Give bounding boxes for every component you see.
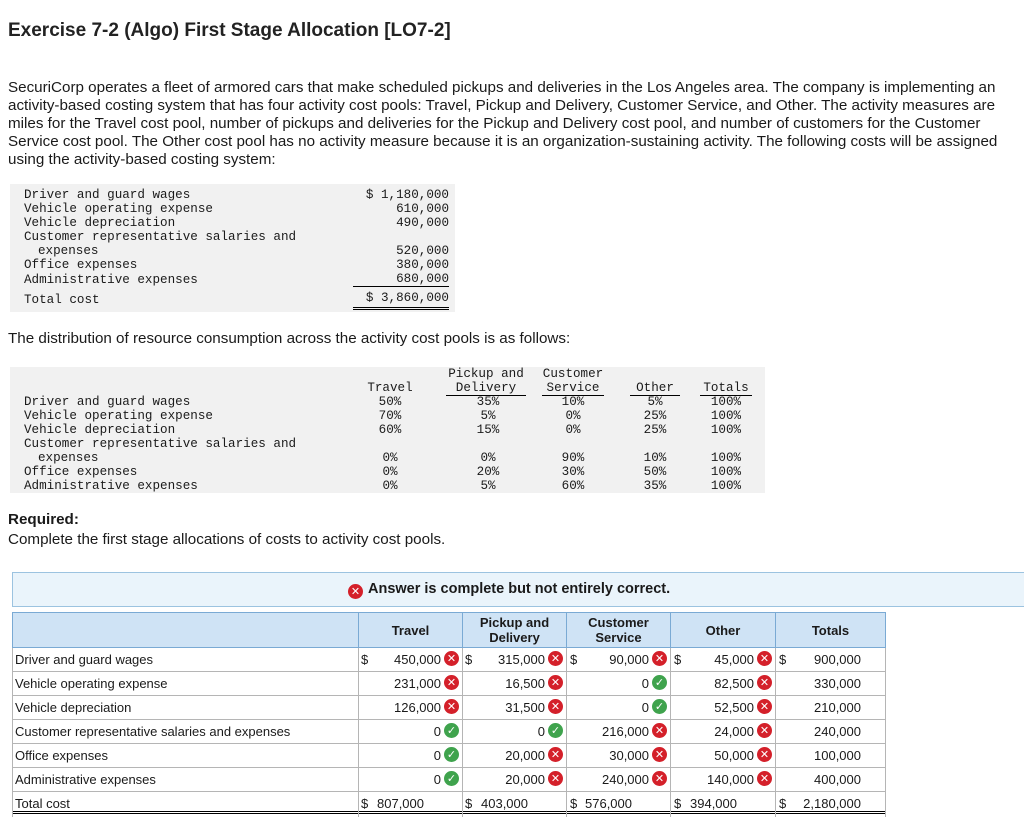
intro-paragraph: SecuriCorp operates a fleet of armored cars that make scheduled pickups and deliveries in the Los Angeles area. The company is implementing an activity-based costing system that has four activity cost pools: Travel, Pickup and Delivery, Customer Service, and Other. The activity measures are miles for the Travel cost pool, number of pickups and deliveries for the Pickup and Delivery cost pool, and number of customers for the Customer Service cost pool. The Other cost pool has no activity measure because it is an organization-sustaining activity. The following costs will be assigned using the activity-based costing system: — [8, 79, 998, 168]
dist-cell: 0% — [382, 465, 398, 479]
dist-cell: 5% — [480, 409, 496, 423]
dist-cell: 100% — [710, 395, 742, 409]
dist-cell: 10% — [561, 395, 585, 409]
answer-input-totals: 100,000 — [814, 748, 861, 763]
dist-row-label: Vehicle depreciation — [24, 423, 176, 437]
incorrect-icon: ✕ — [652, 651, 667, 666]
answer-row-label: Administrative expenses — [15, 772, 156, 787]
incorrect-icon: ✕ — [548, 699, 563, 714]
answer-input-pickup[interactable]: 16,500 — [505, 676, 545, 691]
dist-cell: 60% — [378, 423, 402, 437]
dist-header-totals: Totals — [700, 381, 752, 396]
incorrect-icon: ✕ — [444, 699, 459, 714]
incorrect-icon: ✕ — [757, 747, 772, 762]
cost-value: $ 1,180,000 — [365, 188, 449, 202]
table-border — [566, 648, 567, 817]
cost-label-cont: expenses — [38, 244, 99, 258]
dist-row-label: Driver and guard wages — [24, 395, 191, 409]
table-border — [775, 648, 776, 817]
incorrect-icon: ✕ — [652, 723, 667, 738]
dollar-sign: $ — [570, 796, 578, 811]
answer-header-travel: Travel — [358, 612, 463, 648]
total-cost-label: Total cost — [24, 293, 100, 307]
cost-table — [10, 184, 455, 312]
dist-header-customer: Customer — [542, 367, 604, 381]
answer-input-other[interactable]: 24,000 — [714, 724, 754, 739]
correct-icon: ✓ — [652, 699, 667, 714]
answer-input-travel[interactable]: 126,000 — [394, 700, 441, 715]
distribution-table — [10, 367, 765, 493]
answer-row — [12, 720, 885, 744]
dist-cell: 100% — [710, 451, 742, 465]
answer-input-other[interactable]: 52,500 — [714, 700, 754, 715]
dist-cell: 35% — [643, 479, 667, 493]
answer-row — [12, 768, 885, 792]
answer-input-travel[interactable]: 450,000 — [394, 652, 441, 667]
incorrect-icon: ✕ — [548, 675, 563, 690]
dist-cell: 100% — [710, 465, 742, 479]
dist-cell: 0% — [565, 409, 581, 423]
dist-cell: 0% — [382, 479, 398, 493]
dist-row-label-cont: expenses — [38, 451, 99, 465]
dist-cell: 100% — [710, 409, 742, 423]
distribution-intro: The distribution of resource consumption across the activity cost pools is as follows: — [8, 330, 571, 347]
incorrect-icon: ✕ — [757, 675, 772, 690]
incorrect-icon: ✕ — [757, 651, 772, 666]
answer-input-totals: 330,000 — [814, 676, 861, 691]
dist-header-travel: Travel — [367, 381, 413, 395]
answer-total-label: Total cost — [15, 796, 70, 811]
answer-input-customer[interactable]: 0 — [641, 676, 649, 691]
answer-input-other[interactable]: 82,500 — [714, 676, 754, 691]
dist-header-other: Other — [630, 381, 680, 396]
cost-value: 520,000 — [396, 244, 449, 258]
dollar-sign: $ — [779, 652, 787, 667]
dist-cell: 30% — [561, 465, 585, 479]
answer-row-label: Customer representative salaries and expenses — [15, 724, 291, 739]
answer-header-pickup: Pickup and Delivery — [462, 612, 567, 648]
dist-cell: 90% — [561, 451, 585, 465]
incorrect-icon: ✕ — [757, 771, 772, 786]
dist-cell: 100% — [710, 479, 742, 493]
table-border — [12, 648, 13, 817]
dollar-sign: $ — [674, 652, 682, 667]
table-border — [358, 648, 359, 817]
incorrect-icon: ✕ — [548, 651, 563, 666]
answer-input-travel[interactable]: 0 — [433, 748, 441, 763]
answer-input-totals: 210,000 — [814, 700, 861, 715]
dollar-sign: $ — [570, 652, 578, 667]
cost-label: Vehicle operating expense — [24, 202, 213, 216]
dist-cell: 15% — [476, 423, 500, 437]
answer-input-totals: 400,000 — [814, 772, 861, 787]
dist-row-label: Vehicle operating expense — [24, 409, 213, 423]
answer-total-row — [12, 792, 885, 814]
dist-cell: 5% — [480, 479, 496, 493]
answer-header-other: Other — [670, 612, 776, 648]
correct-icon: ✓ — [444, 771, 459, 786]
page-title: Exercise 7-2 (Algo) First Stage Allocation [LO7-2] — [8, 20, 451, 41]
dist-cell: 50% — [378, 395, 402, 409]
answer-row — [12, 648, 885, 672]
answer-input-totals: 900,000 — [814, 652, 861, 667]
answer-total-travel: 807,000 — [377, 796, 424, 811]
dollar-sign: $ — [361, 652, 369, 667]
answer-input-customer[interactable]: 216,000 — [602, 724, 649, 739]
answer-input-customer[interactable]: 0 — [641, 700, 649, 715]
table-border — [670, 648, 671, 817]
answer-total-other: 394,000 — [690, 796, 737, 811]
cost-value: 490,000 — [396, 216, 449, 230]
answer-total-pickup: 403,000 — [481, 796, 528, 811]
result-banner-text — [350, 581, 671, 599]
dist-cell: 0% — [480, 451, 496, 465]
total-cost-value: $ 3,860,000 — [353, 291, 449, 310]
cost-label: Customer representative salaries and — [24, 230, 297, 244]
dist-row-label: Administrative expenses — [24, 479, 198, 493]
required-label: Required: — [8, 511, 79, 528]
answer-input-customer[interactable]: 30,000 — [609, 748, 649, 763]
incorrect-icon: ✕ — [652, 771, 667, 786]
answer-header-customer: Customer Service — [566, 612, 671, 648]
answer-input-travel[interactable]: 231,000 — [394, 676, 441, 691]
incorrect-icon: ✕ — [548, 747, 563, 762]
answer-total-customer: 576,000 — [585, 796, 632, 811]
dollar-sign: $ — [674, 796, 682, 811]
incorrect-icon: ✕ — [757, 699, 772, 714]
dollar-sign: $ — [465, 652, 473, 667]
dist-cell: 100% — [710, 423, 742, 437]
dollar-sign: $ — [361, 796, 369, 811]
answer-input-other[interactable]: 140,000 — [707, 772, 754, 787]
incorrect-icon: ✕ — [444, 675, 459, 690]
answer-input-pickup[interactable]: 0 — [537, 724, 545, 739]
answer-input-pickup[interactable]: 31,500 — [505, 700, 545, 715]
banner-message: Answer is complete but not entirely correct. — [368, 581, 671, 597]
required-text: Complete the first stage allocations of costs to activity cost pools. — [8, 531, 446, 548]
answer-input-customer[interactable]: 90,000 — [609, 652, 649, 667]
dist-cell: 25% — [643, 409, 667, 423]
incorrect-icon: ✕ — [548, 771, 563, 786]
answer-header-blank — [12, 612, 359, 648]
correct-icon: ✓ — [444, 747, 459, 762]
dist-cell: 0% — [565, 423, 581, 437]
answer-total-totals: 2,180,000 — [803, 796, 861, 811]
dollar-sign: $ — [465, 796, 473, 811]
dist-cell: 0% — [382, 451, 398, 465]
cost-label: Administrative expenses — [24, 273, 198, 287]
cost-value: 380,000 — [396, 258, 449, 272]
dist-row-label: Office expenses — [24, 465, 138, 479]
dist-cell: 60% — [561, 479, 585, 493]
dist-cell: 25% — [643, 423, 667, 437]
incorrect-icon: ✕ — [348, 584, 363, 599]
answer-input-other[interactable]: 45,000 — [714, 652, 754, 667]
dollar-sign: $ — [779, 796, 787, 811]
dist-cell: 10% — [643, 451, 667, 465]
answer-row — [12, 672, 885, 696]
answer-input-customer[interactable]: 240,000 — [602, 772, 649, 787]
cost-value: 610,000 — [396, 202, 449, 216]
answer-input-pickup[interactable]: 20,000 — [505, 748, 545, 763]
cost-label: Driver and guard wages — [24, 188, 191, 202]
answer-row — [12, 744, 885, 768]
dist-cell: 35% — [476, 395, 500, 409]
table-border — [885, 648, 886, 817]
answer-row-label: Driver and guard wages — [15, 652, 154, 667]
cost-value: 680,000 — [353, 272, 449, 287]
answer-input-pickup[interactable]: 20,000 — [505, 772, 545, 787]
dist-header-pickup: Pickup and — [448, 367, 524, 381]
incorrect-icon: ✕ — [444, 651, 459, 666]
answer-input-travel[interactable]: 0 — [433, 724, 441, 739]
correct-icon: ✓ — [548, 723, 563, 738]
table-border — [462, 648, 463, 817]
dist-row-label: Customer representative salaries and — [24, 437, 297, 451]
answer-input-travel[interactable]: 0 — [433, 772, 441, 787]
answer-row — [12, 696, 885, 720]
answer-input-pickup[interactable]: 315,000 — [498, 652, 545, 667]
dist-cell: 50% — [643, 465, 667, 479]
answer-input-totals: 240,000 — [814, 724, 861, 739]
answer-row-label: Vehicle operating expense — [15, 676, 168, 691]
cost-label: Office expenses — [24, 258, 138, 272]
incorrect-icon: ✕ — [652, 747, 667, 762]
correct-icon: ✓ — [652, 675, 667, 690]
dist-header-pickup-2: Delivery — [446, 381, 526, 396]
dist-header-customer-2: Service — [542, 381, 604, 396]
incorrect-icon: ✕ — [757, 723, 772, 738]
cost-label: Vehicle depreciation — [24, 216, 176, 230]
answer-input-other[interactable]: 50,000 — [714, 748, 754, 763]
answer-header-totals: Totals — [775, 612, 886, 648]
answer-row-label: Office expenses — [15, 748, 108, 763]
correct-icon: ✓ — [444, 723, 459, 738]
dist-cell: 70% — [378, 409, 402, 423]
dist-cell: 20% — [476, 465, 500, 479]
answer-row-label: Vehicle depreciation — [15, 700, 132, 715]
dist-cell: 5% — [647, 395, 663, 409]
